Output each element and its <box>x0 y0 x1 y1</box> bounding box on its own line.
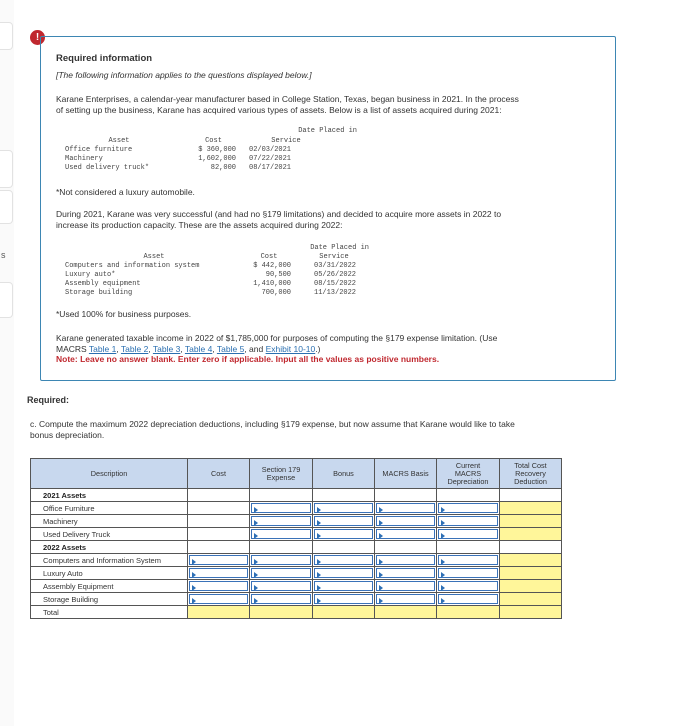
asset-cost: 90,500 <box>265 271 291 279</box>
asset-cost: 82,000 <box>210 164 236 172</box>
computed-cell <box>500 593 562 606</box>
empty-cell <box>313 541 375 554</box>
row-description: Computers and Information System <box>31 554 188 567</box>
footnote-2022: *Used 100% for business purposes. <box>56 309 192 319</box>
input-marker-icon <box>317 572 321 578</box>
answer-input-cell[interactable] <box>250 515 313 528</box>
col-header-cost: Cost <box>205 137 222 145</box>
required-information-box <box>40 36 616 381</box>
input-marker-icon <box>317 559 321 565</box>
asset-name: Machinery <box>65 155 103 163</box>
answer-input-cell[interactable] <box>437 580 500 593</box>
row-description: Assembly Equipment <box>31 580 188 593</box>
computed-cell <box>500 515 562 528</box>
answer-input[interactable] <box>376 516 435 526</box>
col-header-cost: Cost <box>260 253 278 261</box>
input-marker-icon <box>192 572 196 578</box>
input-marker-icon <box>379 533 383 539</box>
answer-input[interactable] <box>438 581 498 591</box>
empty-cell <box>250 541 313 554</box>
answer-input-cell[interactable] <box>375 515 437 528</box>
col-header-asset: Asset <box>143 253 165 261</box>
empty-cell <box>250 489 313 502</box>
answer-input-cell[interactable] <box>250 593 313 606</box>
table-header-row <box>31 459 562 489</box>
answer-input-cell[interactable] <box>437 554 500 567</box>
col-header-date1: Date Placed in <box>310 244 369 252</box>
header-line: MACRS <box>454 468 482 478</box>
input-marker-icon <box>254 585 258 591</box>
input-marker-icon <box>254 598 258 604</box>
input-marker-icon <box>441 598 445 604</box>
footnote-2021: *Not considered a luxury automobile. <box>56 187 195 197</box>
asset-name: Used delivery truck* <box>65 164 150 172</box>
answer-input[interactable] <box>438 594 498 604</box>
header-total-cost-recovery <box>500 459 562 489</box>
answer-input[interactable] <box>314 503 373 513</box>
computed-cell <box>437 606 500 619</box>
answer-input[interactable] <box>314 581 373 591</box>
answer-input[interactable] <box>376 568 435 578</box>
row-description: Luxury Auto <box>31 567 188 580</box>
alert-icon: ! <box>30 30 45 45</box>
left-nav-card[interactable] <box>0 190 13 224</box>
answer-input[interactable] <box>438 516 498 526</box>
answer-input[interactable] <box>376 594 435 604</box>
instruction-note: Note: Leave no answer blank. Enter zero if applicable. Input all the values as positive numbers. <box>56 354 440 364</box>
answer-input-cell[interactable] <box>188 593 250 606</box>
empty-cell <box>437 489 500 502</box>
answer-input-cell[interactable] <box>437 528 500 541</box>
header-line: Deduction <box>514 476 547 486</box>
asset-date: 03/31/2022 <box>314 262 357 270</box>
computed-cell <box>188 606 250 619</box>
section-label: 2022 Assets <box>31 541 188 554</box>
asset-name: Storage building <box>65 289 133 297</box>
asset-date: 05/26/2022 <box>314 271 357 279</box>
answer-input-cell[interactable] <box>250 567 313 580</box>
input-marker-icon <box>379 559 383 565</box>
answer-input-cell[interactable] <box>313 554 375 567</box>
answer-input[interactable] <box>189 555 248 565</box>
sep: , <box>180 343 185 354</box>
header-description: Description <box>31 459 188 489</box>
computed-cell <box>500 567 562 580</box>
answer-input[interactable] <box>189 581 248 591</box>
answer-input[interactable] <box>251 594 311 604</box>
input-marker-icon <box>379 585 383 591</box>
table-row <box>31 606 562 619</box>
answer-input[interactable] <box>376 529 435 539</box>
para2-line: During 2021, Karane was very successful (and had no §179 limitations) and decided to acquire more assets in 2022 to <box>56 209 502 219</box>
answer-input-cell[interactable] <box>313 567 375 580</box>
table-row <box>31 515 562 528</box>
answer-input[interactable] <box>189 594 248 604</box>
answer-input-cell[interactable] <box>375 502 437 515</box>
input-marker-icon <box>192 559 196 565</box>
sep: , and <box>244 343 266 354</box>
answer-input-cell[interactable] <box>313 593 375 606</box>
input-marker-icon <box>254 559 258 565</box>
link-table-2[interactable]: Table 2 <box>120 343 149 354</box>
answer-input[interactable] <box>376 581 435 591</box>
answer-input[interactable] <box>314 529 373 539</box>
input-marker-icon <box>254 572 258 578</box>
answer-input-cell[interactable] <box>250 528 313 541</box>
empty-cell <box>188 528 250 541</box>
answer-input-cell[interactable] <box>437 502 500 515</box>
answer-input-cell[interactable] <box>313 502 375 515</box>
input-marker-icon <box>379 598 383 604</box>
paragraph-2022 <box>56 209 501 230</box>
table-row <box>31 593 562 606</box>
answer-input-cell[interactable] <box>313 515 375 528</box>
input-marker-icon <box>317 520 321 526</box>
answer-input[interactable] <box>314 594 373 604</box>
asset-name: Computers and information system <box>65 262 200 270</box>
answer-input-cell[interactable] <box>250 502 313 515</box>
header-line: Section 179 <box>261 464 301 474</box>
question-line: bonus depreciation. <box>30 429 105 440</box>
answer-input-cell[interactable] <box>188 554 250 567</box>
answer-input[interactable] <box>376 555 435 565</box>
answer-input-cell[interactable] <box>375 580 437 593</box>
answer-input[interactable] <box>251 503 311 513</box>
input-marker-icon <box>254 507 258 513</box>
row-description: Office Furniture <box>31 502 188 515</box>
question-line: c. Compute the maximum 2022 depreciation deductions, including §179 expense, but now assume that Karane would like to take <box>30 419 515 429</box>
input-marker-icon <box>441 533 445 539</box>
sep: , <box>148 343 153 354</box>
left-nav-card[interactable] <box>0 282 13 318</box>
answer-input[interactable] <box>251 555 311 565</box>
table-row <box>31 580 562 593</box>
input-marker-icon <box>192 585 196 591</box>
col-header-date2: Service <box>319 253 349 261</box>
answer-input-cell[interactable] <box>375 567 437 580</box>
empty-cell <box>188 502 250 515</box>
empty-cell <box>188 489 250 502</box>
paragraph-income <box>56 333 497 365</box>
computed-cell <box>375 606 437 619</box>
left-edge-mark: s <box>1 250 6 260</box>
empty-cell <box>188 541 250 554</box>
macrs-links-line <box>56 344 497 355</box>
computed-cell <box>500 554 562 567</box>
link-table-4[interactable]: Table 4 <box>184 343 213 354</box>
answer-input-cell[interactable] <box>250 554 313 567</box>
computed-cell <box>250 606 313 619</box>
empty-cell <box>437 541 500 554</box>
answer-input-cell[interactable] <box>188 567 250 580</box>
question-text <box>30 419 620 440</box>
input-marker-icon <box>379 572 383 578</box>
input-marker-icon <box>441 520 445 526</box>
answer-input-cell[interactable] <box>188 580 250 593</box>
sep: .) <box>315 343 321 354</box>
required-label: Required: <box>27 395 70 405</box>
empty-cell <box>375 541 437 554</box>
left-sidebar-strip <box>0 0 14 726</box>
input-marker-icon <box>441 585 445 591</box>
header-line: Expense <box>266 472 296 482</box>
intro-line: of setting up the business, Karane has acquired various types of assets. Below is a list of assets acquired during 2021: <box>56 104 502 115</box>
asset-date: 08/15/2022 <box>314 280 357 288</box>
asset-name: Assembly equipment <box>65 280 141 288</box>
header-line: Depreciation <box>447 476 489 486</box>
answer-input[interactable] <box>251 529 311 539</box>
sep: , <box>212 343 217 354</box>
header-bonus: Bonus <box>313 459 375 489</box>
input-marker-icon <box>441 559 445 565</box>
empty-cell <box>375 489 437 502</box>
info-title: Required information <box>56 53 153 64</box>
asset-cost: $ 360,000 <box>198 146 236 154</box>
empty-cell <box>313 489 375 502</box>
answer-input-cell[interactable] <box>313 580 375 593</box>
answer-input-cell[interactable] <box>250 580 313 593</box>
col-header-date1: Date Placed in <box>298 127 357 135</box>
link-table-5[interactable]: Table 5 <box>216 343 245 354</box>
asset-date: 07/22/2021 <box>249 155 292 163</box>
para2-line: increase its production capacity. These are the assets acquired during 2022: <box>56 219 343 230</box>
answer-input[interactable] <box>314 516 373 526</box>
asset-cost: $ 442,000 <box>253 262 291 270</box>
link-exhibit-10-10[interactable]: Exhibit 10-10 <box>265 343 316 354</box>
input-marker-icon <box>441 572 445 578</box>
computed-cell <box>500 580 562 593</box>
input-marker-icon <box>317 507 321 513</box>
input-marker-icon <box>379 520 383 526</box>
answer-input[interactable] <box>314 555 373 565</box>
input-marker-icon <box>317 598 321 604</box>
asset-name: Luxury auto* <box>65 271 116 279</box>
asset-name: Office furniture <box>65 146 133 154</box>
row-description: Total <box>31 606 188 619</box>
header-section-179 <box>250 459 313 489</box>
asset-cost: 1,602,000 <box>198 155 236 163</box>
empty-cell <box>188 515 250 528</box>
depreciation-answer-table <box>30 458 562 619</box>
col-header-asset: Asset <box>108 137 130 145</box>
answer-input-cell[interactable] <box>437 515 500 528</box>
answer-input[interactable] <box>438 529 498 539</box>
answer-input-cell[interactable] <box>437 593 500 606</box>
answer-input-cell[interactable] <box>313 528 375 541</box>
table-row <box>31 528 562 541</box>
input-marker-icon <box>441 507 445 513</box>
answer-input-cell[interactable] <box>375 554 437 567</box>
table-row <box>31 567 562 580</box>
para3-pre: MACRS <box>56 343 89 354</box>
col-header-date2: Service <box>271 137 301 145</box>
header-current-macrs <box>437 459 500 489</box>
input-marker-icon <box>254 533 258 539</box>
table-row <box>31 502 562 515</box>
asset-date: 02/03/2021 <box>249 146 292 154</box>
row-description: Used Delivery Truck <box>31 528 188 541</box>
answer-input[interactable] <box>438 568 498 578</box>
link-table-3[interactable]: Table 3 <box>152 343 181 354</box>
para3-line: Karane generated taxable income in 2022 of $1,785,000 for purposes of computing the §179 expense limitation. (Use <box>56 333 498 343</box>
computed-cell <box>500 606 562 619</box>
computed-cell <box>500 502 562 515</box>
answer-input[interactable] <box>376 503 435 513</box>
info-subtitle: [The following information applies to the questions displayed below.] <box>56 70 312 80</box>
row-description: Storage Building <box>31 593 188 606</box>
input-marker-icon <box>317 585 321 591</box>
asset-date: 08/17/2021 <box>249 164 292 172</box>
left-nav-card[interactable] <box>0 22 13 50</box>
table-row <box>31 541 562 554</box>
section-label: 2021 Assets <box>31 489 188 502</box>
input-marker-icon <box>192 598 196 604</box>
answer-input[interactable] <box>251 568 311 578</box>
answer-input[interactable] <box>314 568 373 578</box>
header-line: Current <box>455 460 481 470</box>
empty-cell <box>500 489 562 502</box>
answer-input-cell[interactable] <box>437 567 500 580</box>
table-row <box>31 554 562 567</box>
intro-line: Karane Enterprises, a calendar-year manufacturer based in College Station, Texas, began business in 2021. In the process <box>56 94 519 104</box>
answer-input-cell[interactable] <box>375 528 437 541</box>
input-marker-icon <box>317 533 321 539</box>
input-marker-icon <box>254 520 258 526</box>
header-cost: Cost <box>188 459 250 489</box>
row-description: Machinery <box>31 515 188 528</box>
left-nav-card[interactable] <box>0 150 13 188</box>
asset-cost: 700,000 <box>261 289 291 297</box>
header-line: Total Cost <box>514 460 547 470</box>
computed-cell <box>500 528 562 541</box>
answer-input[interactable] <box>251 516 311 526</box>
answer-input[interactable] <box>438 555 498 565</box>
asset-date: 11/13/2022 <box>314 289 357 297</box>
intro-paragraph <box>56 94 519 115</box>
header-macrs-basis: MACRS Basis <box>375 459 437 489</box>
answer-input[interactable] <box>438 503 498 513</box>
computed-cell <box>313 606 375 619</box>
answer-input-cell[interactable] <box>375 593 437 606</box>
sep: , <box>116 343 121 354</box>
answer-input[interactable] <box>189 568 248 578</box>
header-line: Recovery <box>515 468 546 478</box>
empty-cell <box>500 541 562 554</box>
link-table-1[interactable]: Table 1 <box>88 343 117 354</box>
table-row <box>31 489 562 502</box>
answer-input[interactable] <box>251 581 311 591</box>
asset-cost: 1,410,000 <box>253 280 291 288</box>
input-marker-icon <box>379 507 383 513</box>
